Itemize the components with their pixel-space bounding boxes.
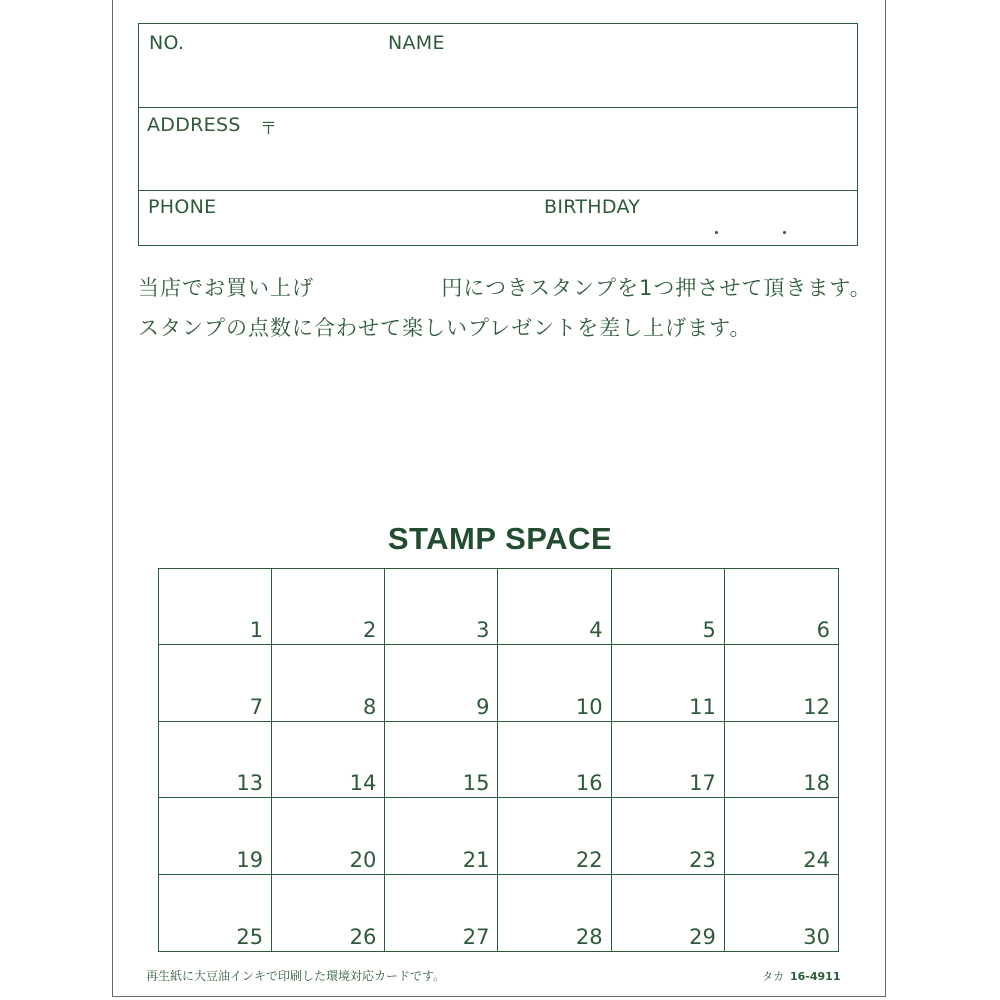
- stamp-cell-number: 10: [575, 694, 603, 719]
- stamp-cell: [498, 645, 611, 721]
- stamp-cell: [159, 875, 272, 951]
- stamp-cell: [612, 722, 725, 798]
- address-row: [139, 108, 857, 191]
- eco-note: 再生紙に大豆油インキで印刷した環境対応カードです。: [146, 969, 446, 983]
- notice-line-1: [138, 272, 872, 302]
- phone-label: PHONE: [148, 196, 217, 218]
- stamp-cell-number: 9: [476, 694, 490, 719]
- stamp-cell: [725, 569, 838, 645]
- stamp-cell: [725, 645, 838, 721]
- stamp-cell-number: 24: [803, 847, 830, 872]
- stamp-cell: [612, 569, 725, 645]
- stamp-cell-number: 23: [689, 847, 716, 872]
- stamp-cell: [498, 875, 611, 951]
- stamp-cell-number: 15: [462, 771, 490, 796]
- stamp-cell: [612, 798, 725, 874]
- stamp-cell: [272, 645, 385, 721]
- stamp-cell: [272, 875, 385, 951]
- stamp-cell-number: 4: [589, 618, 603, 643]
- customer-info-table: [138, 23, 858, 246]
- stamp-cell: [272, 798, 385, 874]
- stamp-cell-number: 22: [575, 847, 603, 872]
- stamp-cell: [159, 645, 272, 721]
- stamp-cell-number: 3: [476, 618, 490, 643]
- stamp-cell: [385, 798, 498, 874]
- stamp-cell: [612, 645, 725, 721]
- stamp-cell-number: 18: [803, 771, 830, 796]
- stamp-cell: [385, 875, 498, 951]
- notice-line-2: スタンプの点数に合わせて楽しいプレゼントを差し上げます。: [138, 316, 752, 340]
- brand-name: タカ: [762, 970, 784, 983]
- stamp-cell-number: 16: [575, 771, 603, 796]
- stamp-cell: [385, 645, 498, 721]
- stamp-cell: [498, 798, 611, 874]
- stamp-space-title: STAMP SPACE: [387, 521, 613, 556]
- stamp-cell: [725, 722, 838, 798]
- stamp-cell: [159, 798, 272, 874]
- stamp-cell: [385, 722, 498, 798]
- postal-mark: 〒: [260, 119, 278, 139]
- phone-birthday-row: [139, 191, 857, 245]
- stamp-cell-number: 30: [803, 925, 830, 949]
- no-label: NO.: [149, 32, 185, 54]
- birthday-separator-dot: [783, 231, 786, 234]
- notice-line-1-part-2: 円につきスタンプを1つ押させて頂きます。: [441, 276, 872, 300]
- stamp-cell: [725, 875, 838, 951]
- stamp-cell-number: 11: [689, 694, 716, 719]
- stamp-cell: [498, 722, 611, 798]
- stamp-cell: [159, 569, 272, 645]
- stamp-cell-number: 29: [689, 925, 716, 949]
- code-number: 16-4911: [790, 970, 841, 983]
- birthday-label: BIRTHDAY: [544, 196, 641, 218]
- stamp-cell-number: 1: [249, 618, 264, 643]
- stamp-cell-number: 27: [462, 925, 490, 949]
- stamp-cell-number: 12: [803, 694, 830, 719]
- stamp-cell: [159, 722, 272, 798]
- stamp-cell: [272, 722, 385, 798]
- notice-line-1-part-1: 当店でお買い上げ: [138, 276, 314, 300]
- no-name-row: [139, 24, 857, 108]
- stamp-cell: [725, 798, 838, 874]
- birthday-separator-dot: [715, 231, 718, 234]
- stamp-cell-number: 26: [349, 925, 377, 949]
- stamp-cell-number: 20: [349, 847, 377, 872]
- stamp-cell-number: 7: [249, 694, 264, 719]
- stamp-cell: [498, 569, 611, 645]
- stamp-grid: [158, 568, 839, 952]
- stamp-cell: [272, 569, 385, 645]
- stamp-cell-number: 14: [349, 771, 377, 796]
- stamp-cell-number: 25: [236, 925, 264, 949]
- stamp-cell: [612, 875, 725, 951]
- stamp-cell: [385, 569, 498, 645]
- stamp-cell-number: 28: [575, 925, 603, 949]
- stamp-cell-number: 19: [236, 847, 264, 872]
- stamp-cell-number: 6: [816, 618, 830, 643]
- product-code: [762, 968, 841, 984]
- stamp-cell-number: 8: [362, 694, 377, 719]
- stamp-cell-number: 5: [702, 618, 716, 643]
- name-label: NAME: [388, 32, 445, 54]
- stamp-cell-number: 13: [236, 771, 264, 796]
- stamp-cell-number: 21: [462, 847, 490, 872]
- address-label: ADDRESS: [147, 114, 241, 136]
- stamp-cell-number: 2: [362, 618, 377, 643]
- stamp-cell-number: 17: [689, 771, 716, 796]
